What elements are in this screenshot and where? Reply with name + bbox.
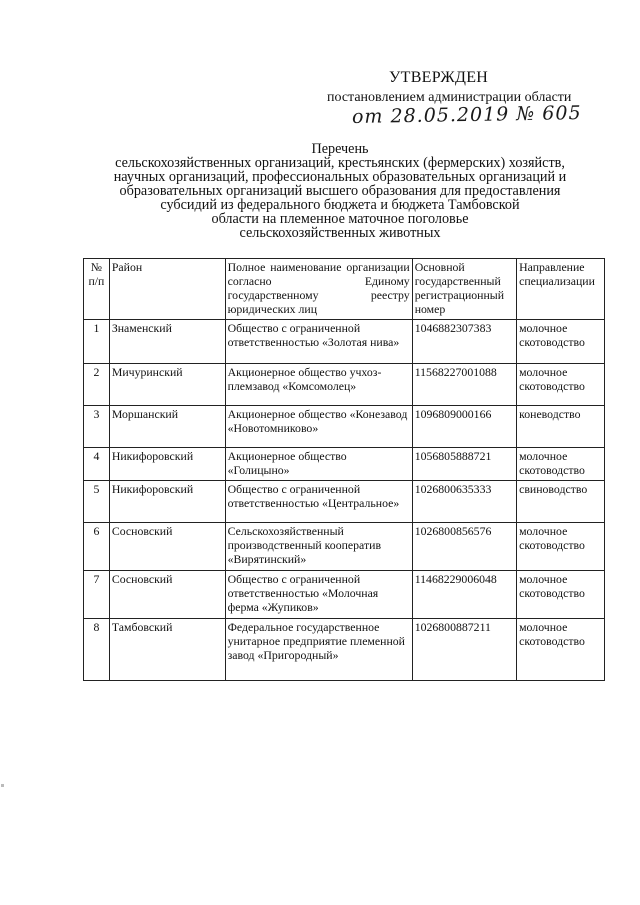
cell-number: 1 [84, 320, 110, 364]
cell-number: 4 [84, 448, 110, 481]
header-specialization: Направление специализации [517, 259, 605, 320]
cell-district: Сосновский [109, 571, 225, 619]
cell-number: 5 [84, 481, 110, 523]
cell-specialization: молочное скотоводство [517, 320, 605, 364]
cell-number: 6 [84, 523, 110, 571]
cell-organization: Акционерное общество «Голицыно» [225, 448, 412, 481]
cell-registration: 11568227001088 [412, 364, 516, 406]
cell-district: Знаменский [109, 320, 225, 364]
title-line: образовательных организаций высшего образования для предоставления [119, 183, 561, 199]
approved-stamp-text: УТВЕРЖДЕН [389, 69, 489, 86]
table-row [84, 481, 605, 523]
cell-organization: Федеральное государственное унитарное предприятие племенной завод «Пригородный» [225, 619, 412, 681]
cell-number: 7 [84, 571, 110, 619]
cell-specialization: молочное скотоводство [517, 523, 605, 571]
title-line: субсидий из федерального бюджета и бюджета Тамбовской [160, 197, 520, 213]
document-title [60, 142, 620, 240]
title-line: сельскохозяйственных животных [239, 225, 441, 241]
table-row [84, 364, 605, 406]
cell-registration: 1026800856576 [412, 523, 516, 571]
title-line: сельскохозяйственных организаций, крестьянских (фермерских) хозяйств, [115, 155, 565, 171]
cell-organization: Общество с ограниченной ответственностью «Молочная ферма «Жупиков» [225, 571, 412, 619]
header-district: Район [109, 259, 225, 320]
cell-specialization: свиноводство [517, 481, 605, 523]
cell-organization: Общество с ограниченной ответственностью «Центральное» [225, 481, 412, 523]
scan-speck [1, 784, 4, 787]
cell-organization: Сельскохозяйственный производственный кооператив «Вирятинский» [225, 523, 412, 571]
table-header-row [84, 259, 605, 320]
cell-organization: Общество с ограниченной ответственностью «Золотая нива» [225, 320, 412, 364]
cell-district: Никифоровский [109, 481, 225, 523]
header-organization-name: Полное наименование организации согласно Единому государственному реестру юридических лиц [225, 259, 412, 320]
cell-number: 2 [84, 364, 110, 406]
cell-district: Моршанский [109, 406, 225, 448]
cell-registration: 1026800635333 [412, 481, 516, 523]
table-row [84, 571, 605, 619]
cell-district: Сосновский [109, 523, 225, 571]
cell-registration: 11468229006048 [412, 571, 516, 619]
cell-registration: 1026800887211 [412, 619, 516, 681]
cell-district: Тамбовский [109, 619, 225, 681]
cell-specialization: молочное скотоводство [517, 571, 605, 619]
cell-number: 3 [84, 406, 110, 448]
cell-organization: Акционерное общество учхоз-племзавод «Комсомолец» [225, 364, 412, 406]
table-row [84, 523, 605, 571]
title-line: научных организаций, профессиональных образовательных организаций и [113, 169, 567, 185]
cell-organization: Акционерное общество «Конезавод «Новотомниково» [225, 406, 412, 448]
table-row [84, 448, 605, 481]
cell-specialization: молочное скотоводство [517, 619, 605, 681]
table-row [84, 406, 605, 448]
title-line: Перечень [311, 141, 369, 157]
cell-number: 8 [84, 619, 110, 681]
organizations-table [83, 258, 605, 681]
table-row [84, 320, 605, 364]
cell-registration: 1056805888721 [412, 448, 516, 481]
cell-registration: 1046882307383 [412, 320, 516, 364]
cell-specialization: коневодство [517, 406, 605, 448]
table-row [84, 619, 605, 681]
cell-specialization: молочное скотоводство [517, 448, 605, 481]
cell-district: Мичуринский [109, 364, 225, 406]
header-number: № п/п [84, 259, 110, 320]
header-registration-number: Основной государственный регистрационный номер [412, 259, 516, 320]
cell-district: Никифоровский [109, 448, 225, 481]
title-line: области на племенное маточное поголовье [211, 211, 469, 227]
handwritten-date-number: от 28.05.2019 № 605 [351, 101, 582, 129]
cell-registration: 1096809000166 [412, 406, 516, 448]
cell-specialization: молочное скотоводство [517, 364, 605, 406]
decree-reference: постановлением администрации области [327, 90, 572, 105]
